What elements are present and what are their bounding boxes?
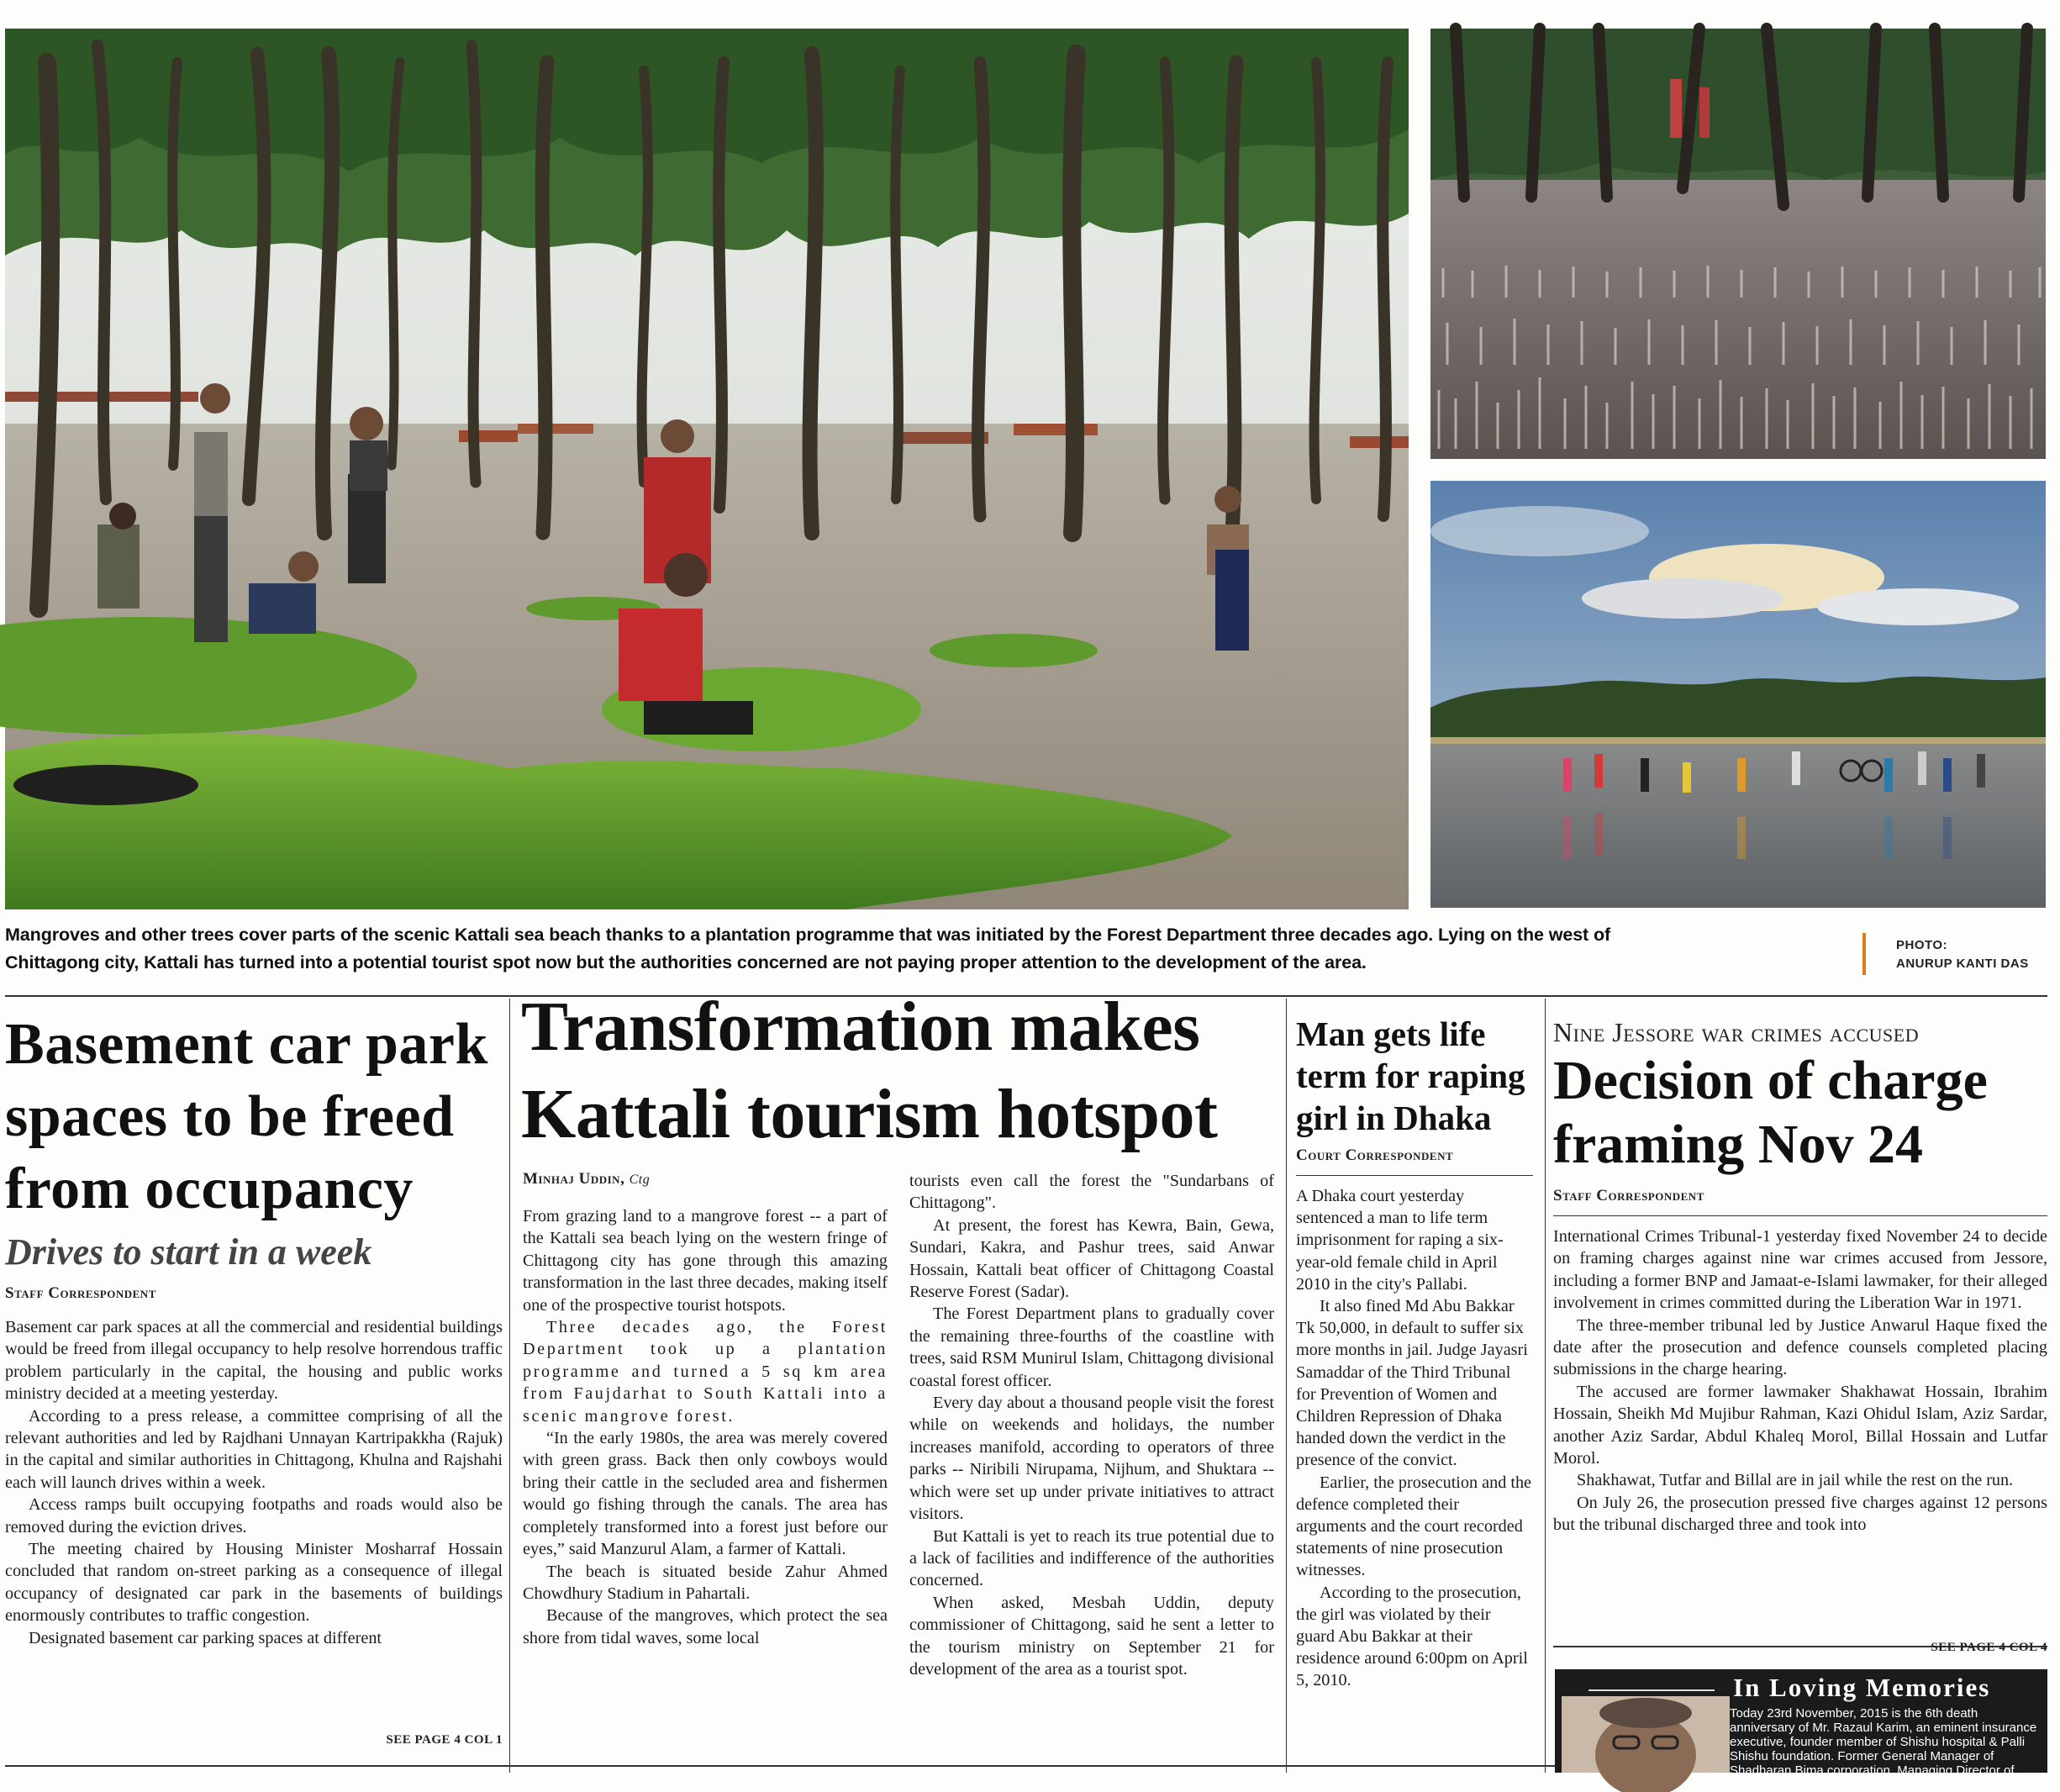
byline: Staff Correspondent — [5, 1284, 156, 1302]
subheadline: Drives to start in a week — [5, 1231, 372, 1273]
headline[interactable]: Decision of charge framing Nov 24 — [1553, 1050, 1988, 1175]
paragraph: Three decades ago, the Forest Department took up a plantation programme and turned a 5 sq km area from Faujdarhat to South Kattali into a scenic mangrove forest. — [523, 1318, 888, 1426]
kicker: Nine Jessore war crimes accused — [1553, 1017, 1920, 1047]
story-body-column-1 — [523, 1205, 888, 1649]
paragraph: International Crimes Tribunal-1 yesterday fixed November 24 to decide on framing charges against nine war crimes accused from Jessore, including a former BNP and Jamaat-e-Islami lawmaker, for their alleged involvement in crimes committed during the Liberation War in 1971. — [1553, 1227, 2047, 1313]
paragraph: When asked, Mesbah Uddin, deputy commissioner of Chittagong, said he sent a letter to the tourism ministry on September 21 for development of the area as a tourist spot. — [909, 1593, 1274, 1679]
memorial-rule — [1588, 1689, 1715, 1691]
paragraph: On July 26, the prosecution pressed five charges against 12 persons but the tribunal discharged three and took into — [1553, 1493, 2047, 1535]
paragraph: According to a press release, a committee comprising of all the relevant authorities and led by Rajdhani Unnayan Kartripakkha (Rajuk) in the capital and similar authorities in Chittagong, Khulna and Rajshahi each will launch drives within a week. — [5, 1406, 503, 1492]
memorial-title: In Loving Memories — [1733, 1673, 1991, 1702]
byline-rule — [1553, 1215, 2047, 1216]
story-body — [1296, 1185, 1533, 1692]
paragraph: tourists even call the forest the "Sundarbans of Chittagong". — [909, 1172, 1274, 1213]
photo-credit-label: PHOTO: — [1896, 938, 1948, 952]
paragraph: Because of the mangroves, which protect the sea shore from tidal waves, some local — [523, 1606, 888, 1647]
paragraph: The accused are former lawmaker Shakhawat Hossain, Ibrahim Hossain, Sheikh Md Mujibur Rahman, Kazi Ohidul Islam, Aziz Sardar, another Aziz Sardar, Abdul Khaleq Morol, Billal Hossain and Lutfar Morol. — [1553, 1382, 2047, 1468]
paragraph: A Dhaka court yesterday sentenced a man to life term imprisonment for raping a six-year-old female child in April 2010 in the city's Pallabi. — [1296, 1187, 1504, 1294]
photo-credit — [1896, 936, 2056, 973]
credit-accent-bar — [1862, 933, 1866, 975]
photo-beach-people — [1430, 481, 2046, 908]
paragraph: The meeting chaired by Housing Minister Mosharraf Hossain concluded that random on-street parking as a consequence of illegal occupancy of designated car park in the basements of buildings enormously contributes to traffic congestion. — [5, 1540, 503, 1626]
jump-line[interactable]: SEE PAGE 4 COL 4 — [1931, 1641, 2047, 1654]
paragraph: The Forest Department plans to gradually cover the remaining three-fourths of the coastline with trees, said RSM Munirul Islam, Chittagong divisional coastal forest officer. — [909, 1304, 1275, 1390]
paragraph: “In the early 1980s, the area was merely covered with green grass. Back then only cowboys would bring their cattle in the secluded area and fishermen would go fishing through the canals. The area has completely transformed into a forest just before our eyes,” said Manzurul Alam, a farmer of Kattali. — [523, 1429, 888, 1559]
photo-mangrove-beach — [5, 29, 1409, 909]
paragraph: The beach is situated beside Zahur Ahmed Chowdhury Stadium in Pahartali. — [523, 1562, 888, 1603]
column-divider — [1286, 999, 1287, 1773]
jump-line[interactable]: SEE PAGE 4 COL 1 — [386, 1733, 503, 1747]
photo-credit-name: ANURUP KANTI DAS — [1896, 957, 2029, 971]
byline-name: Minhaj Uddin, — [523, 1170, 625, 1188]
paragraph: At present, the forest has Kewra, Bain, Gewa, Sundari, Kakra, and Pashur trees, said Anwar Hossain, Kattali beat officer of Chittagong Coastal Reserve Forest (Sadar). — [909, 1215, 1274, 1302]
paragraph: The three-member tribunal led by Justice Anwarul Haque fixed the date after the prosecution and defence counsels completed placing submissions in the charge hearing. — [1553, 1315, 2047, 1379]
paragraph: Access ramps built occupying footpaths and roads would also be removed during the eviction drives. — [5, 1495, 503, 1536]
paragraph: According to the prosecution, the girl was violated by their guard Abu Bakkar at their residence around 6:00pm on April 5, 2010. — [1296, 1583, 1528, 1690]
photo-caption: Mangroves and other trees cover parts of the scenic Kattali sea beach thanks to a plantation programme that was initiated by the Forest Department three decades ago. Lying on the west of Chittagong city, Kattali has turned into a potential tourist spot now but the authorities concerned are not paying proper attention to the development of the area. — [5, 925, 1611, 972]
paragraph: From grazing land to a mangrove forest -- a part of the Kattali sea beach lying on the western fringe of Chittagong city has gone through this amazing transformation in the last three decades, making itself one of the prospective tourist hotspots. — [523, 1207, 888, 1315]
story-body — [1553, 1225, 2047, 1536]
paragraph: It also fined Md Abu Bakkar Tk 50,000, in default to suffer six more months in jail. Judge Jayasri Samaddar of the Third Tribunal for Prevention of Women and Children Repression of Dhaka handed down the verdict in the presence of the convict. — [1296, 1297, 1528, 1470]
byline: Staff Correspondent — [1553, 1187, 1704, 1204]
paragraph: But Kattali is yet to reach its true potential due to a lack of facilities and indifference of the authorities concerned. — [909, 1526, 1274, 1590]
memorial-portrait — [1562, 1696, 1730, 1773]
byline-place: Ctg — [629, 1173, 651, 1187]
headline[interactable]: Basement car park spaces to be freed from occupancy — [5, 1012, 488, 1221]
paragraph: Earlier, the prosecution and the defence completed their arguments and the court recorded statements of nine prosecution witnesses. — [1296, 1473, 1531, 1580]
column-divider — [1545, 999, 1546, 1773]
byline: Court Correspondent — [1296, 1146, 1454, 1164]
column-divider — [509, 999, 510, 1773]
byline — [523, 1170, 650, 1189]
lead-headline[interactable]: Transformation makes Kattali tourism hotspot — [521, 988, 1218, 1153]
headline[interactable]: Man gets life term for raping girl in Dhaka — [1296, 1015, 1525, 1137]
story-body — [5, 1316, 503, 1649]
photo-mangrove-roots — [1430, 29, 2046, 459]
paragraph: Shakhawat, Tutfar and Billal are in jail while the rest on the run. — [1577, 1471, 2014, 1490]
memorial-notice — [1555, 1669, 2047, 1792]
story-body-column-2 — [909, 1170, 1274, 1680]
byline-rule — [1296, 1175, 1533, 1176]
paragraph: Basement car park spaces at all the commercial and residential buildings would be freed from illegal occupancy to help resolve horrendous traffic problem particularly in the capital, the housing and public works ministry decided at a meeting yesterday. — [5, 1318, 503, 1404]
paragraph: Designated basement car parking spaces at different — [29, 1628, 382, 1647]
paragraph: Every day about a thousand people visit the forest while on weekends and holidays, the number increases manifold, according to operators of three parks -- Niribili Nirupama, Nijhum, and Shuktara -- which were set up under private initiatives to attract visitors. — [909, 1394, 1274, 1524]
memorial-text: Today 23rd November, 2015 is the 6th death anniversary of Mr. Razaul Karim, an eminent insurance executive, founder member of Shishu hospital & Palli Shishu foundation. Former General Manager of Shadharan Bima corporation, Managing Director of Janata Insurance — [1730, 1706, 2037, 1792]
